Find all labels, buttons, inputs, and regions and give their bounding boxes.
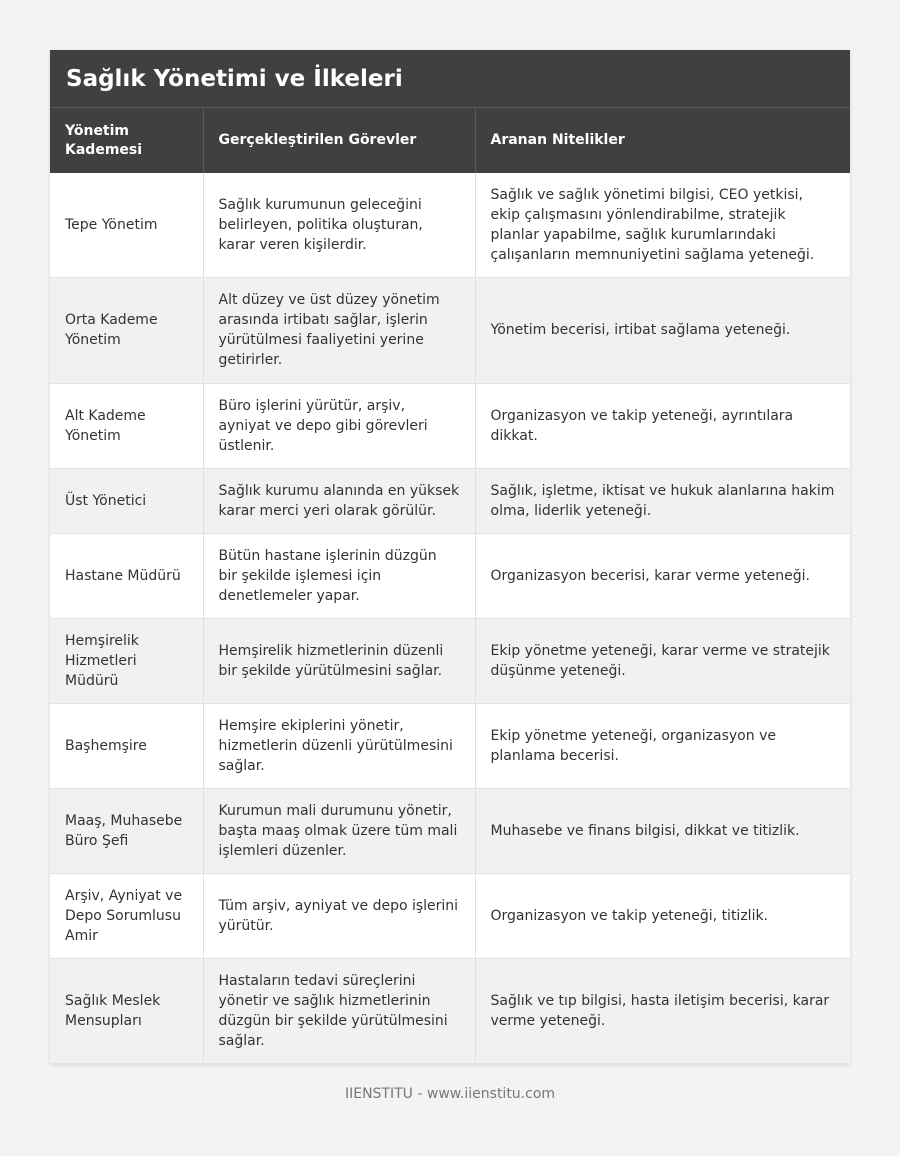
cell-level: Hastane Müdürü (50, 533, 203, 618)
cell-tasks: Hemşire ekiplerini yönetir, hizmetlerin düzenli yürütülmesini sağlar. (203, 703, 475, 788)
cell-tasks: Sağlık kurumu alanında en yüksek karar merci yeri olarak görülür. (203, 468, 475, 533)
header-qualifications: Aranan Nitelikler (475, 108, 850, 173)
table-row (50, 618, 850, 703)
cell-qualifications: Organizasyon ve takip yeteneği, ayrıntılara dikkat. (475, 383, 850, 468)
header-row (50, 108, 850, 173)
table-title: Sağlık Yönetimi ve İlkeleri (50, 50, 850, 108)
cell-tasks: Hastaların tedavi süreçlerini yönetir ve sağlık hizmetlerinin düzgün bir şekilde yürütülmesini sağlar. (203, 958, 475, 1063)
header-tasks: Gerçekleştirilen Görevler (203, 108, 475, 173)
table-row (50, 277, 850, 383)
cell-level: Maaş, Muhasebe Büro Şefi (50, 788, 203, 873)
cell-tasks: Sağlık kurumunun geleceğini belirleyen, politika oluşturan, karar veren kişilerdir. (203, 173, 475, 277)
cell-qualifications: Organizasyon becerisi, karar verme yeteneği. (475, 533, 850, 618)
table-row (50, 383, 850, 468)
cell-level: Başhemşire (50, 703, 203, 788)
cell-level: Sağlık Meslek Mensupları (50, 958, 203, 1063)
table-row (50, 468, 850, 533)
cell-tasks: Kurumun mali durumunu yönetir, başta maaş olmak üzere tüm mali işlemleri düzenler. (203, 788, 475, 873)
cell-qualifications: Ekip yönetme yeteneği, organizasyon ve planlama becerisi. (475, 703, 850, 788)
footer-credit: IIENSTITU - www.iienstitu.com (344, 1086, 556, 1102)
cell-level: Orta Kademe Yönetim (50, 277, 203, 383)
cell-level: Üst Yönetici (50, 468, 203, 533)
table-row (50, 788, 850, 873)
cell-tasks: Hemşirelik hizmetlerinin düzenli bir şekilde yürütülmesini sağlar. (203, 618, 475, 703)
management-table (50, 108, 850, 1064)
table-row (50, 173, 850, 277)
cell-level: Tepe Yönetim (50, 173, 203, 277)
cell-qualifications: Yönetim becerisi, irtibat sağlama yeteneği. (475, 277, 850, 383)
cell-level: Hemşirelik Hizmetleri Müdürü (50, 618, 203, 703)
cell-tasks: Büro işlerini yürütür, arşiv, ayniyat ve depo gibi görevleri üstlenir. (203, 383, 475, 468)
cell-qualifications: Sağlık ve sağlık yönetimi bilgisi, CEO yetkisi, ekip çalışmasını yönlendirabilme, stratejik planlar yapabilme, sağlık kurumlarındaki çalışanların memnuniyetini sağlama yeteneği. (475, 173, 850, 277)
cell-tasks: Tüm arşiv, ayniyat ve depo işlerini yürütür. (203, 873, 475, 958)
cell-level: Alt Kademe Yönetim (50, 383, 203, 468)
cell-qualifications: Sağlık ve tıp bilgisi, hasta iletişim becerisi, karar verme yeteneği. (475, 958, 850, 1063)
cell-qualifications: Muhasebe ve finans bilgisi, dikkat ve titizlik. (475, 788, 850, 873)
cell-level: Arşiv, Ayniyat ve Depo Sorumlusu Amir (50, 873, 203, 958)
table-row (50, 958, 850, 1063)
cell-qualifications: Organizasyon ve takip yeteneği, titizlik. (475, 873, 850, 958)
table-row (50, 533, 850, 618)
cell-qualifications: Ekip yönetme yeteneği, karar verme ve stratejik düşünme yeteneği. (475, 618, 850, 703)
table-row (50, 873, 850, 958)
cell-tasks: Alt düzey ve üst düzey yönetim arasında irtibatı sağlar, işlerin yürütülmesi faaliyetini yerine getirirler. (203, 277, 475, 383)
table-card (50, 50, 850, 1064)
cell-tasks: Bütün hastane işlerinin düzgün bir şekilde işlemesi için denetlemeler yapar. (203, 533, 475, 618)
table-row (50, 703, 850, 788)
header-level: Yönetim Kademesi (50, 108, 203, 173)
cell-qualifications: Sağlık, işletme, iktisat ve hukuk alanlarına hakim olma, liderlik yeteneği. (475, 468, 850, 533)
